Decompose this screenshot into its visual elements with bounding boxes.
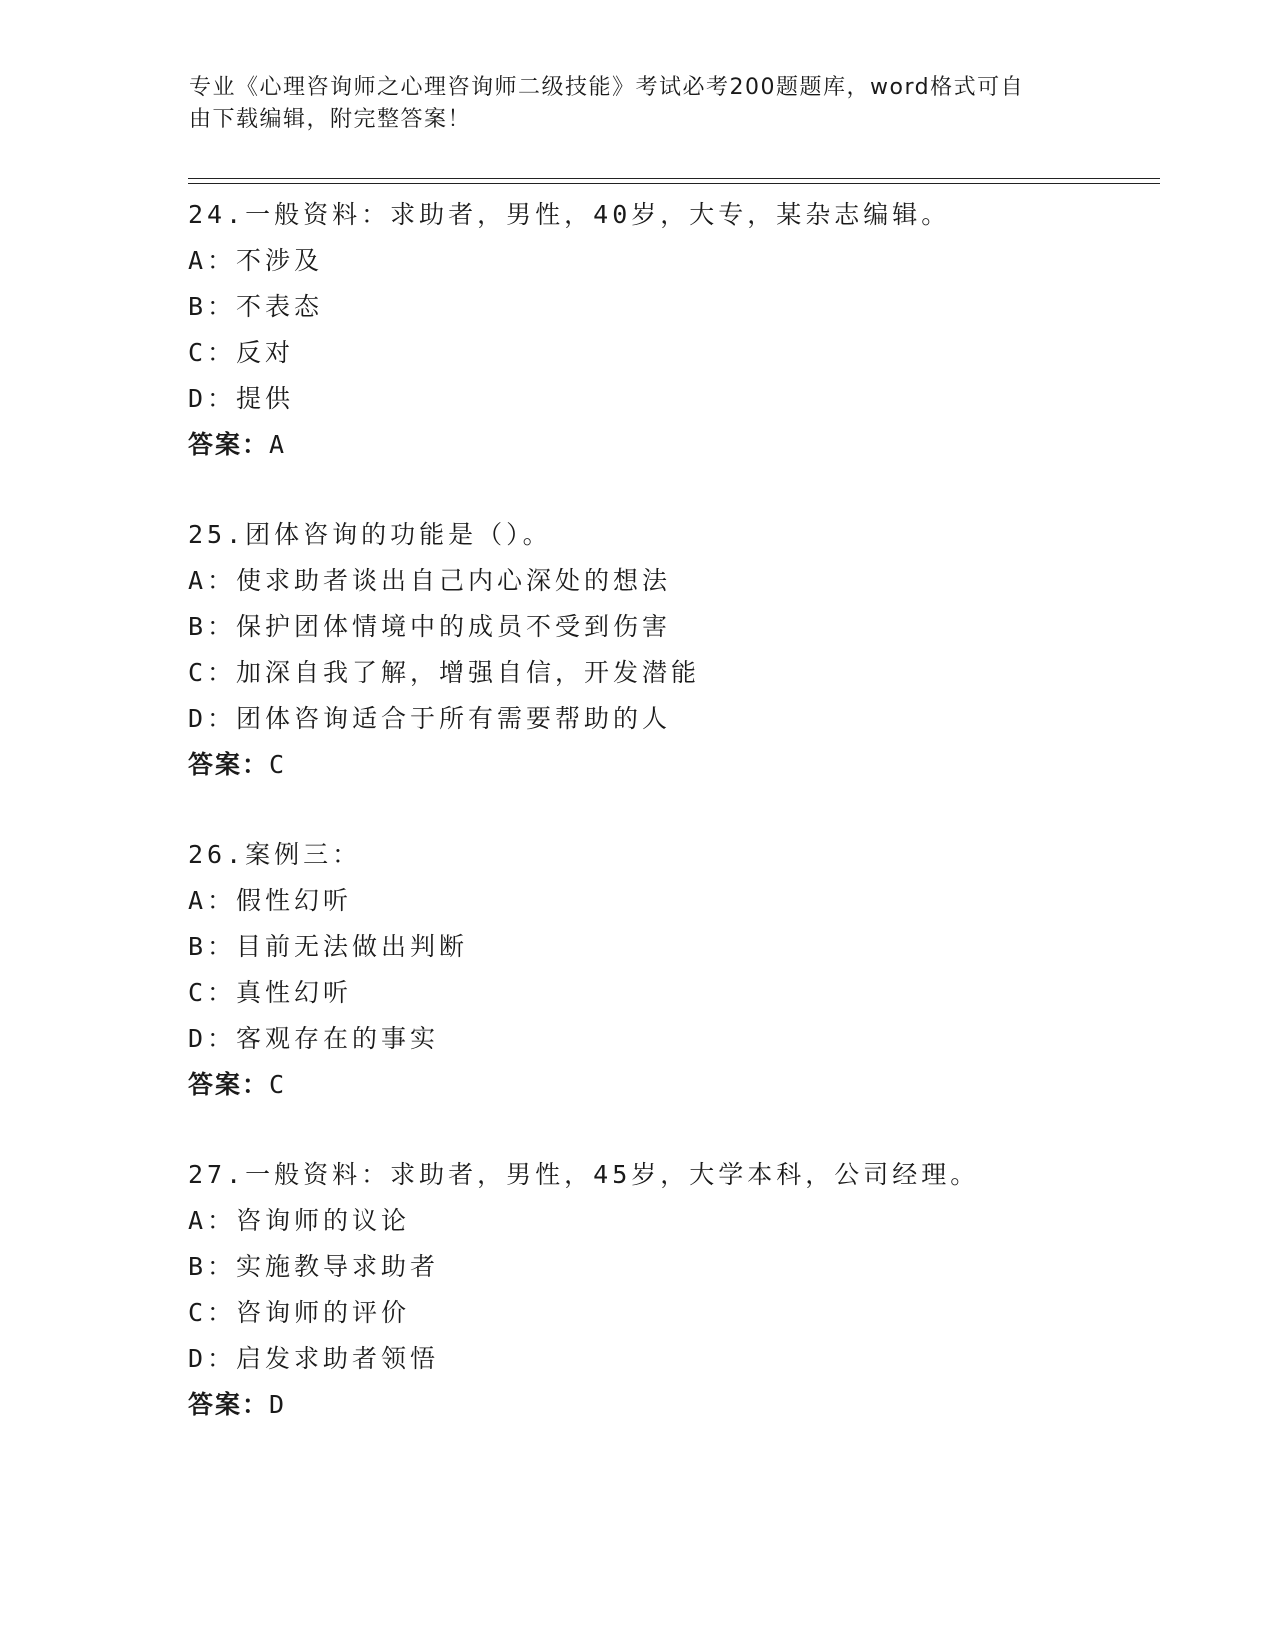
- answer-line: [188, 1062, 1168, 1108]
- answer-value: A: [269, 430, 287, 459]
- document-header: [189, 72, 1069, 136]
- question-stem: 27.一般资料：求助者，男性，45岁，大学本科，公司经理。: [188, 1160, 980, 1189]
- option-c: C：真性幻听: [188, 978, 353, 1007]
- option-d: D：启发求助者领悟: [188, 1344, 440, 1373]
- question-stem: 26.案例三：: [188, 840, 362, 869]
- question-27: [188, 1152, 1168, 1428]
- option-d: D：团体咨询适合于所有需要帮助的人: [188, 704, 672, 733]
- option-a: A：假性幻听: [188, 886, 353, 915]
- option-d: D：客观存在的事实: [188, 1024, 440, 1053]
- option-d: D：提供: [188, 384, 295, 413]
- answer-value: D: [269, 1390, 287, 1419]
- answer-value: C: [269, 1070, 287, 1099]
- option-c: C：加深自我了解，增强自信，开发潜能: [188, 658, 701, 687]
- question-stem: 25.团体咨询的功能是（）。: [188, 520, 552, 549]
- question-25: [188, 512, 1168, 788]
- option-b: B：保护团体情境中的成员不受到伤害: [188, 612, 672, 641]
- answer-label: 答案：: [188, 430, 270, 459]
- question-24: [188, 192, 1168, 468]
- option-c: C：反对: [188, 338, 295, 367]
- answer-line: [188, 742, 1168, 788]
- answer-label: 答案：: [188, 750, 270, 779]
- option-a: A：不涉及: [188, 246, 324, 275]
- option-a: A：咨询师的议论: [188, 1206, 411, 1235]
- option-a: A：使求助者谈出自己内心深处的想法: [188, 566, 672, 595]
- option-b: B：不表态: [188, 292, 324, 321]
- question-26: [188, 832, 1168, 1108]
- answer-label: 答案：: [188, 1070, 270, 1099]
- header-divider-top: [188, 178, 1160, 179]
- option-c: C：咨询师的评价: [188, 1298, 411, 1327]
- option-b: B：实施教导求助者: [188, 1252, 440, 1281]
- header-line-2: 由下载编辑，附完整答案！: [189, 107, 472, 132]
- answer-value: C: [269, 750, 287, 779]
- question-stem: 24.一般资料：求助者，男性，40岁，大专，某杂志编辑。: [188, 200, 951, 229]
- option-b: B：目前无法做出判断: [188, 932, 469, 961]
- answer-line: [188, 422, 1168, 468]
- answer-label: 答案：: [188, 1390, 270, 1419]
- answer-line: [188, 1382, 1168, 1428]
- header-line-1: 专业《心理咨询师之心理咨询师二级技能》考试必考200题题库，word格式可自: [189, 75, 1025, 100]
- header-divider-bottom: [188, 183, 1160, 184]
